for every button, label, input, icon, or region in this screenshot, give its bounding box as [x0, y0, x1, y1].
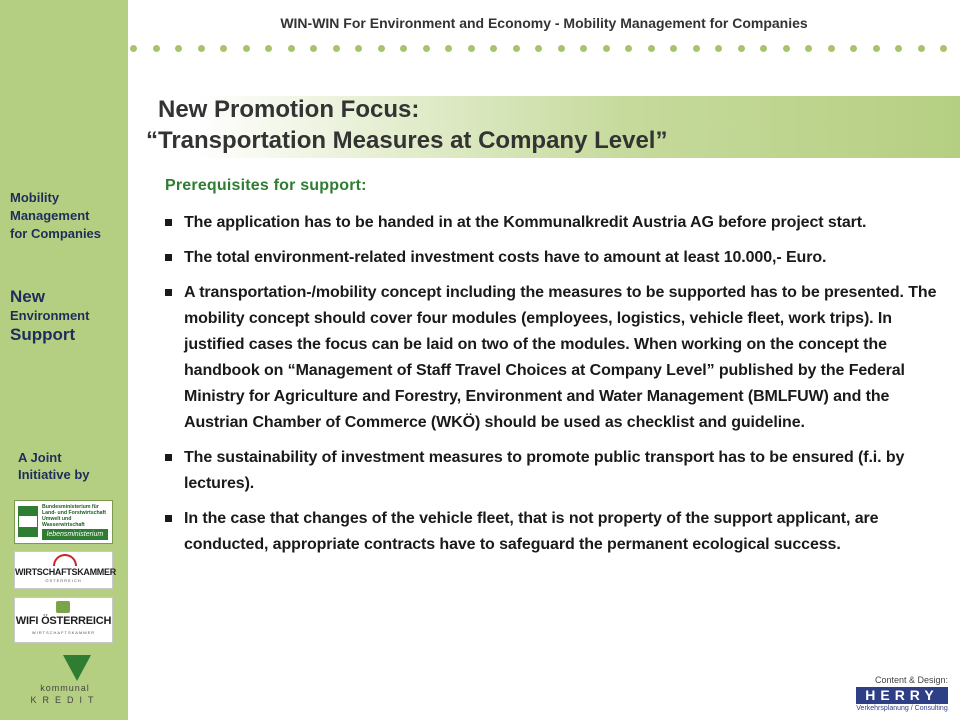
divider-dot — [828, 45, 835, 52]
kommunalkredit-mark-icon — [63, 655, 91, 681]
divider-dot — [130, 45, 137, 52]
bullet-item: In the case that changes of the vehicle fleet, that is not property of the support applicant, are conducted, appropriate contracts have to safeguard the permanent ecological success. — [163, 506, 943, 558]
divider-dot — [243, 45, 250, 52]
bullet-item: The sustainability of investment measures to promote public transport has to be ensured (f.i. by lectures). — [163, 445, 943, 497]
wifi-mark-icon — [56, 601, 70, 613]
divider-dot — [873, 45, 880, 52]
divider-dot — [805, 45, 812, 52]
square-bullet-icon — [165, 515, 172, 522]
divider-dot — [625, 45, 632, 52]
divider-dot — [558, 45, 565, 52]
divider-dot — [513, 45, 520, 52]
divider-dot — [693, 45, 700, 52]
sidebar-mobility-management-label: Mobility Management for Companies — [10, 190, 102, 241]
slide-title-line-1: New Promotion Focus: — [158, 96, 420, 123]
wifi-logo-text: WIFI ÖSTERREICH — [15, 615, 112, 627]
divider-dot — [783, 45, 790, 52]
divider-dot — [333, 45, 340, 52]
sidebar-new-environment-support-label: New Environment Support — [10, 287, 90, 344]
austrian-flag-icon — [18, 506, 38, 537]
wk-arch-icon — [53, 554, 77, 566]
bullet-list — [163, 210, 943, 567]
divider-dot — [715, 45, 722, 52]
bullet-item: The application has to be handed in at the Kommunalkredit Austria AG before project start. — [163, 210, 943, 236]
divider-dot — [220, 45, 227, 52]
divider-dot — [535, 45, 542, 52]
ministry-logo — [14, 500, 113, 544]
herry-logo: HERRY — [856, 687, 948, 704]
divider-dot — [895, 45, 902, 52]
wk-logo-text: WIRTSCHAFTSKAMMER — [15, 567, 116, 577]
square-bullet-icon — [165, 254, 172, 261]
herry-logo-subtext: Verkehrsplanung / Consulting — [856, 705, 948, 712]
wk-logo-subtext: ÖSTERREICH — [45, 578, 82, 583]
divider-dot — [310, 45, 317, 52]
square-bullet-icon — [165, 454, 172, 461]
divider-dot — [670, 45, 677, 52]
divider-dot — [490, 45, 497, 52]
divider-dot — [265, 45, 272, 52]
square-bullet-icon — [165, 219, 172, 226]
credit-label: Content & Design: — [875, 675, 949, 685]
bullet-item: A transportation-/mobility concept including the measures to be supported has to be presented. The mobility concept should cover four modules (employees, logistics, vehicle fleet, work trips). In justified cases the focus can be laid on two of the modules. When working on the concept the handbook on “Management of Staff Travel Choices at Company Level” published by the Federal Ministry for Agriculture and Forestry, Environment and Water Management (BMLFUW) and the Austrian Chamber of Commerce (WKÖ) should be used as checklist and guideline. — [163, 280, 943, 436]
divider-dot — [175, 45, 182, 52]
divider-dot — [850, 45, 857, 52]
bullet-item: The total environment-related investment costs have to amount at least 10.000,- Euro. — [163, 245, 943, 271]
sidebar — [0, 0, 128, 720]
divider-dot — [580, 45, 587, 52]
ministry-signature: lebensministerium — [42, 529, 108, 540]
divider-dot — [648, 45, 655, 52]
divider-dot — [738, 45, 745, 52]
divider-dot — [378, 45, 385, 52]
divider-dot — [400, 45, 407, 52]
wifi-logo — [14, 597, 113, 643]
divider-dot — [918, 45, 925, 52]
section-heading: Prerequisites for support: — [165, 177, 367, 194]
divider-dot — [288, 45, 295, 52]
dotted-divider — [130, 45, 960, 55]
slide-title-line-2: “Transportation Measures at Company Level” — [146, 127, 668, 154]
divider-dot — [468, 45, 475, 52]
divider-dot — [423, 45, 430, 52]
divider-dot — [198, 45, 205, 52]
divider-dot — [760, 45, 767, 52]
sidebar-joint-initiative-label: A Joint Initiative by — [18, 450, 90, 482]
square-bullet-icon — [165, 289, 172, 296]
divider-dot — [445, 45, 452, 52]
divider-dot — [603, 45, 610, 52]
divider-dot — [355, 45, 362, 52]
divider-dot — [153, 45, 160, 52]
ministry-logo-text: Bundesministerium für Land- und Forstwirtschaft Umwelt und Wasserwirtschaft — [42, 504, 106, 528]
kommunalkredit-logo: kommunal KREDIT — [30, 655, 100, 710]
wifi-logo-subtext: WIRTSCHAFTSKAMMER — [31, 630, 96, 635]
divider-dot — [940, 45, 947, 52]
wirtschaftskammer-logo — [14, 551, 116, 589]
header-title: WIN-WIN For Environment and Economy - Mobility Management for Companies — [280, 15, 808, 31]
